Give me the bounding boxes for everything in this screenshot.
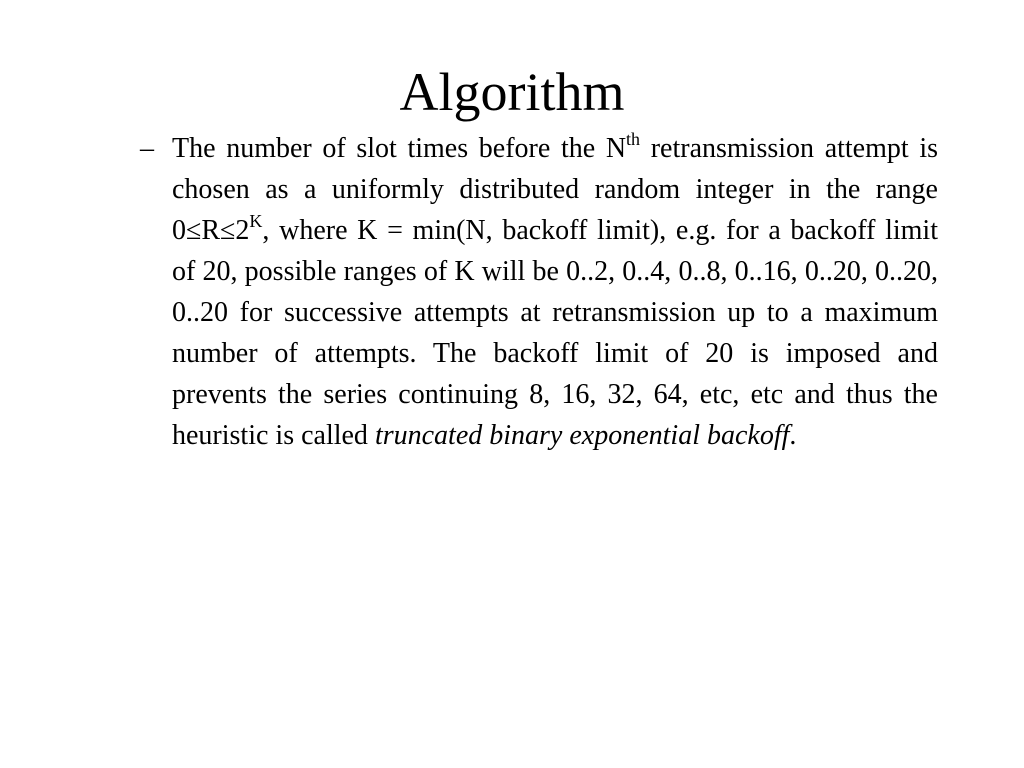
superscript-k: K: [249, 210, 263, 231]
bullet-text-part-3: , where K = min(N, backoff limit), e.g. for a backoff limit of 20, possible ranges of K will be 0..2, 0..4, 0..8, 0..16, 0..20, 0..20, 0..20 for successive attempts at retransmission up to a maximum number of attempts. The backoff limit of 20 is imposed and prevents the series continuing 8, 16, 32, 64, etc, etc and thus the heuristic is called: [172, 215, 938, 451]
italic-term: truncated binary exponential backoff: [374, 420, 790, 451]
bullet-dash: –: [140, 133, 154, 164]
bullet-text-part-4: .: [789, 420, 797, 451]
slide-title: Algorithm: [399, 62, 625, 122]
bullet-text: [172, 128, 938, 456]
bullet-text-part-1: The number of slot times before the N: [172, 133, 627, 164]
superscript-th: th: [626, 128, 641, 149]
bullet-text-part-2: retransmission attempt is chosen as a uniformly distributed random integer in the range 0≤R≤2: [172, 133, 938, 246]
